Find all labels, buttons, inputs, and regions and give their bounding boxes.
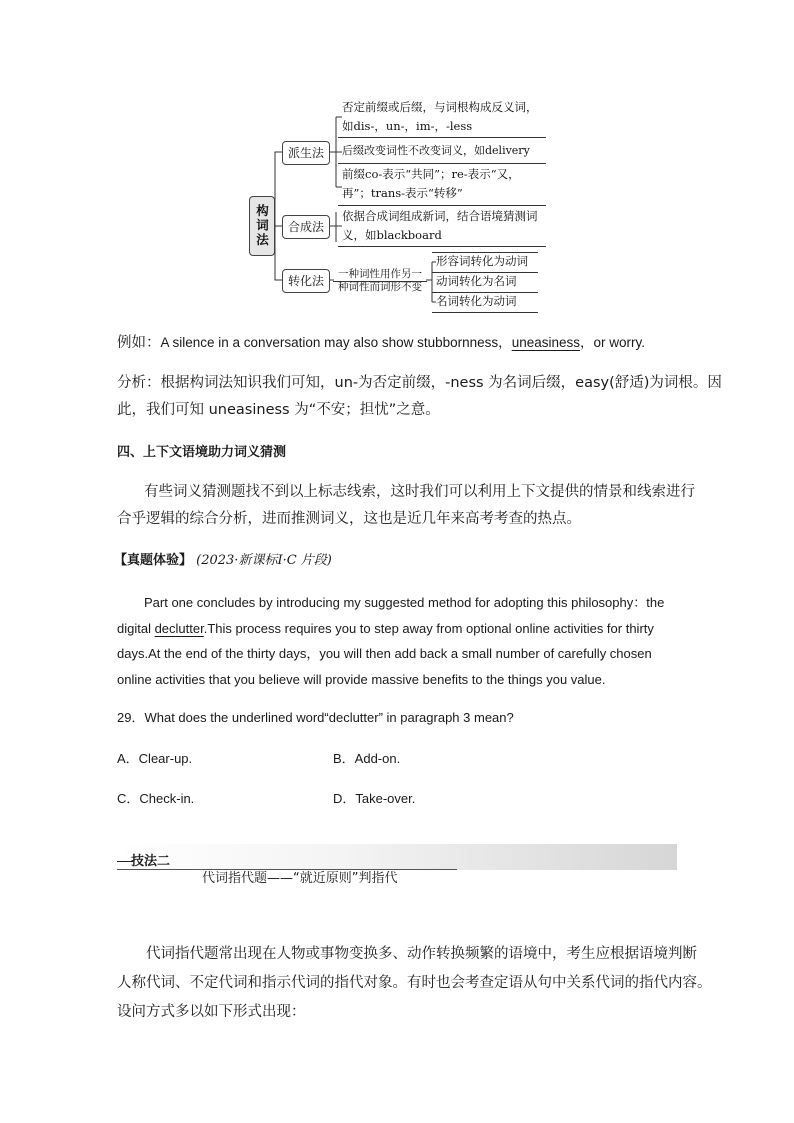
compounding-leaf-1: 依据合成词组成新词，结合语境猜测词义，如blackboard	[342, 209, 538, 242]
analysis-paragraph	[117, 370, 722, 424]
final-paragraph	[117, 940, 712, 1027]
example-prefix: 例如：	[117, 335, 161, 351]
final-paragraph-line-3: 设问方式多以如下形式出现：	[117, 1004, 306, 1020]
exam-source	[114, 549, 332, 568]
leaf-rule	[432, 312, 538, 313]
option-a[interactable]: A．Clear-up.	[117, 751, 193, 766]
option-d[interactable]: D．Take-over.	[333, 791, 416, 806]
example-text-before: A silence in a conversation may also show stubbornness，	[160, 335, 512, 350]
section-paragraph	[117, 479, 697, 533]
derivation-leaf-2: 后缀改变词性不改变词义，如delivery	[342, 144, 530, 157]
branch-derivation: 派生法	[282, 141, 330, 165]
option-b[interactable]: B．Add-on.	[333, 751, 401, 766]
leaf-rule	[333, 281, 427, 282]
conversion-leaf-2: 动词转化为名词	[436, 274, 517, 288]
question-29: 29．What does the underlined word“declutter” in paragraph 3 mean?	[117, 710, 514, 725]
conversion-leaf-3: 名词转化为动词	[436, 294, 517, 308]
leaf-rule	[338, 205, 546, 206]
section-paragraph-line-2: 合乎逻辑的综合分析，进而推测词义，这也是近几年来高考考查的热点。	[117, 511, 581, 527]
section-heading: 四、上下文语境助力词义猜测	[117, 445, 287, 460]
passage-line-4: online activities that you believe will provide massive benefits to the things you value.	[117, 671, 606, 687]
example-text-after: ，or worry.	[580, 335, 646, 350]
derivation-leaf-3: 前缀co-表示“共同”；re-表示“又，再”；trans-表示“转移”	[342, 167, 520, 200]
technique-title: 代词指代题——“就近原则”判指代	[202, 871, 398, 886]
technique-label: 技法二	[131, 854, 171, 869]
passage-line-1: Part one concludes by introducing my suggested method for adopting this philosophy：the	[144, 595, 665, 610]
analysis-line-1: 分析：根据构词法知识我们可知，un-为否定前缀，-ness 为名词后缀，easy(舒适)为词根。因	[117, 375, 722, 391]
leaf-rule	[338, 137, 546, 138]
passage-underlined-word: declutter	[154, 620, 204, 636]
passage-line-2-pre: digital	[117, 620, 155, 636]
branch-conversion: 转化法	[282, 269, 330, 293]
conversion-leaf-1: 形容词转化为动词	[436, 254, 528, 268]
branch-compounding: 合成法	[282, 215, 330, 239]
conversion-description-line1: 一种词性用作另一	[338, 268, 422, 280]
passage-line-2	[117, 616, 677, 642]
leaf-rule	[338, 246, 546, 247]
option-c[interactable]: C．Check-in.	[117, 791, 195, 806]
derivation-leaf-1: 否定前缀或后缀，与词根构成反义词，如dis-，un-，im-，-less	[342, 100, 538, 133]
exam-source-text: (2023·新课标Ⅰ·C 片段)	[196, 553, 332, 568]
diagram-root: 构词法	[249, 196, 275, 256]
final-paragraph-line-1: 代词指代题常出现在人物或事物变换多、动作转换频繁的语境中，考生应根据语境判断	[146, 946, 697, 962]
example-underlined-word: uneasiness	[511, 335, 580, 350]
final-paragraph-line-2: 人称代词、不定代词和指示代词的指代对象。有时也会考查定语从句中关系代词的指代内容。	[117, 975, 712, 991]
leaf-rule	[338, 163, 546, 164]
exam-tag: 【真题体验】	[114, 553, 193, 568]
analysis-line-2: 此，我们可知 uneasiness 为“不安；担忧”之意。	[117, 402, 440, 418]
conversion-description-line2: 种词性而词形不变	[338, 281, 422, 293]
section-paragraph-line-1: 有些词义猜测题找不到以上标志线索，这时我们可以利用上下文提供的情景和线索进行	[144, 484, 695, 500]
example-sentence	[117, 331, 645, 355]
passage-line-3: days.At the end of the thirty days，you will then add back a small number of carefully chosen	[117, 646, 652, 661]
reading-passage	[117, 590, 677, 692]
passage-line-2-post: .This process requires you to step away from optional online activities for thirty	[203, 620, 654, 636]
